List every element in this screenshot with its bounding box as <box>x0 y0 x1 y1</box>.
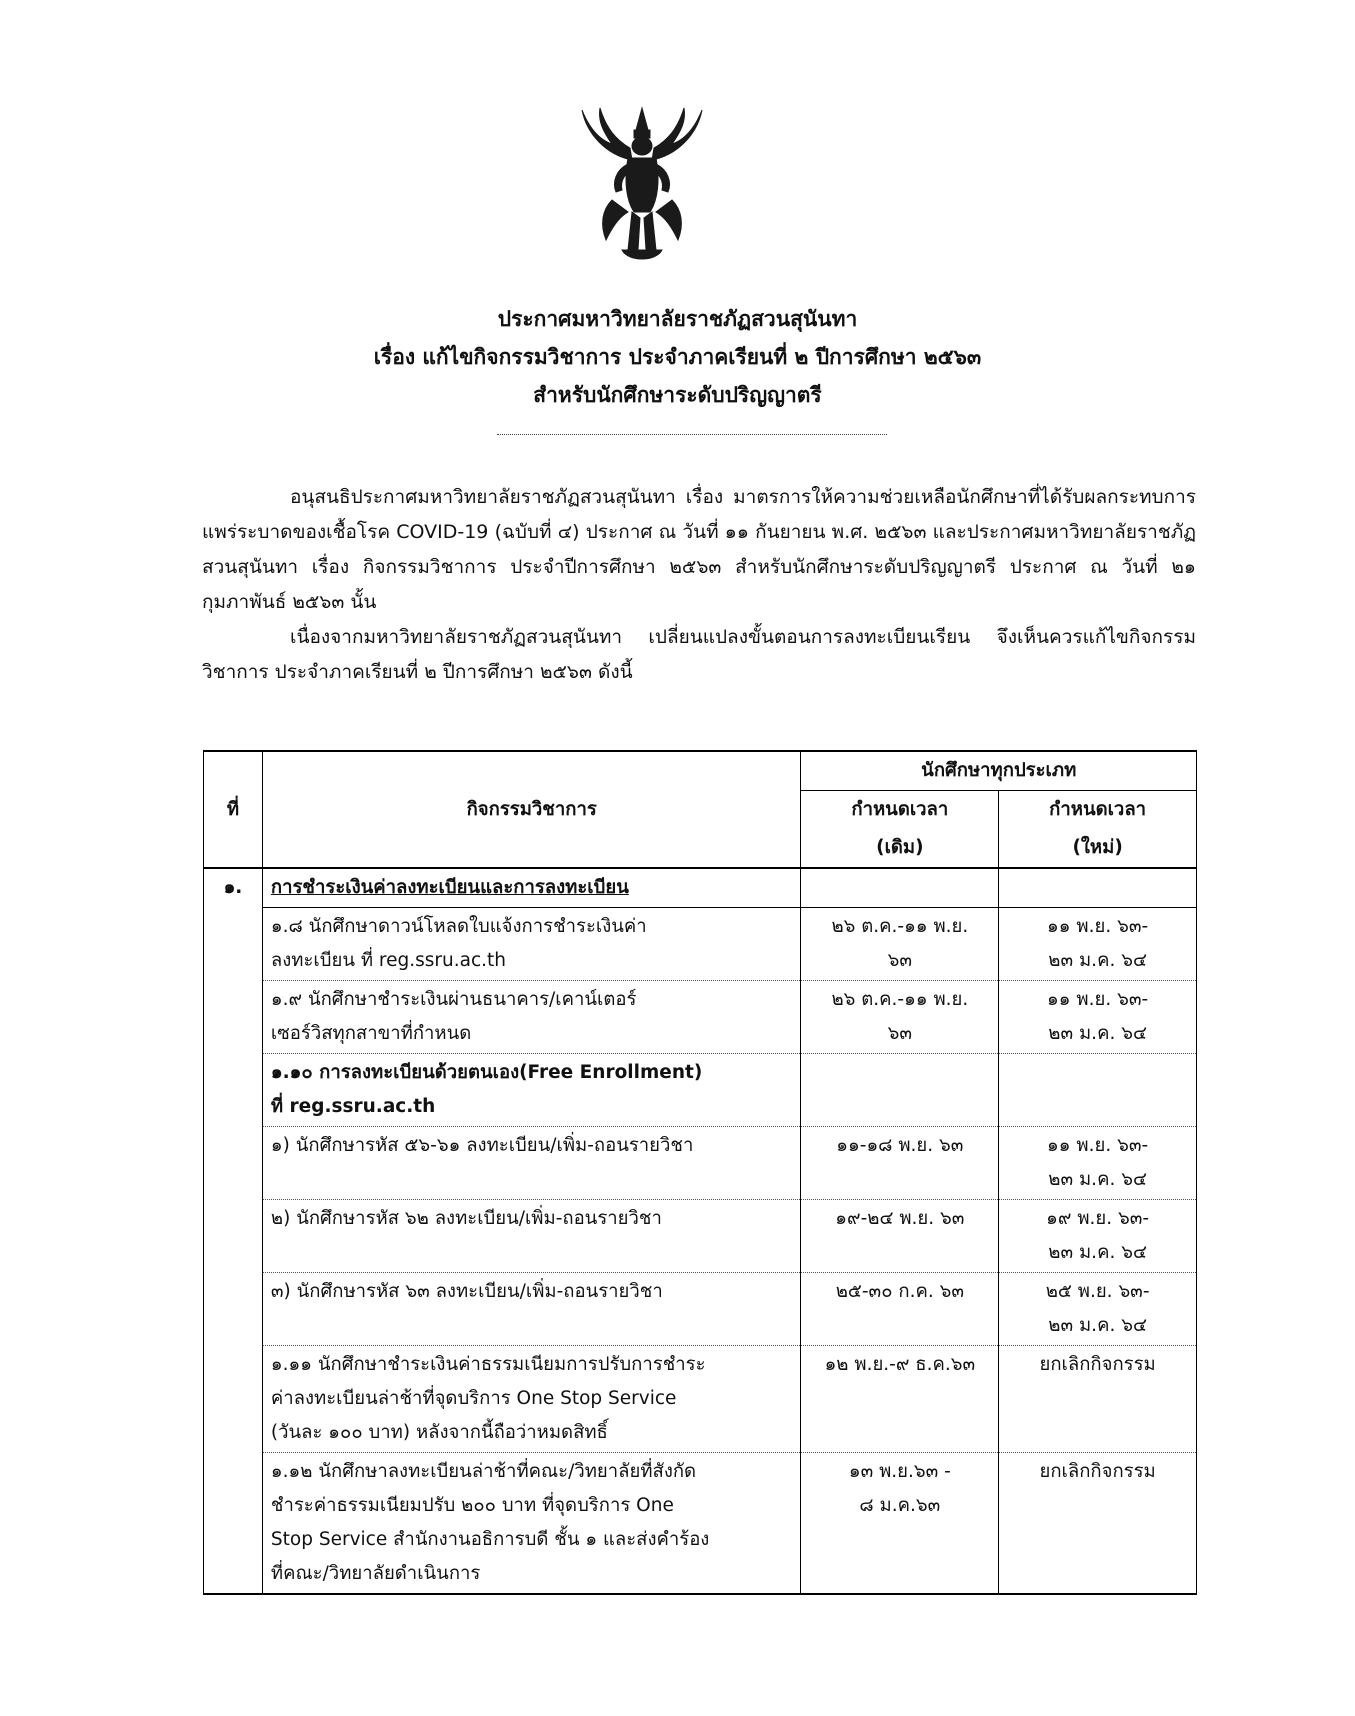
header-activity: กิจกรรมวิชาการ <box>262 751 801 868</box>
activity-text: ๒) นักศึกษารหัส ๖๒ ลงทะเบียน/เพิ่ม-ถอนรายวิชา <box>270 1208 662 1229</box>
table-row <box>204 1453 1197 1595</box>
body-paragraph-2: เนื่องจากมหาวิทยาลัยราชภัฏสวนสุนันทา เปลี่ยนแปลงขั้นตอนการลงทะเบียนเรียน จึงเห็นควรแก้ไขกิจกรรมวิชาการ ประจำภาคเรียนที่ ๒ ปีการศึกษา ๒๕๖๓ ดังนี้ <box>202 626 1196 683</box>
activity-text: ชำระค่าธรรมเนียมปรับ ๒๐๐ บาท ที่จุดบริการ One <box>270 1495 674 1516</box>
date-text: ยกเลิกกิจกรรม <box>1039 1461 1156 1482</box>
header-student-group: นักศึกษาทุกประเภท <box>801 751 1197 791</box>
activity-cell <box>262 981 801 1054</box>
activity-cell <box>262 908 801 981</box>
old-date-cell <box>801 1127 999 1200</box>
old-date-cell <box>801 1453 999 1595</box>
activity-text: ที่คณะ/วิทยาลัยดำเนินการ <box>270 1563 481 1584</box>
activity-text: เซอร์วิสทุกสาขาที่กำหนด <box>270 1023 472 1044</box>
title-line-1: ประกาศมหาวิทยาลัยราชภัฏสวนสุนันทา <box>497 307 858 331</box>
date-text: ๒๕ พ.ย. ๖๓- <box>1045 1281 1150 1302</box>
new-date-cell <box>999 1273 1197 1346</box>
table-row <box>204 1346 1197 1453</box>
activity-cell <box>262 1273 801 1346</box>
activity-cell <box>262 1054 801 1127</box>
title-line-2: เรื่อง แก้ไขกิจกรรมวิชาการ ประจำภาคเรียนที่ ๒ ปีการศึกษา ๒๕๖๓ <box>373 345 982 369</box>
new-date-cell <box>999 1346 1197 1453</box>
header-no: ที่ <box>204 751 263 868</box>
date-text: ๒๕-๓๐ ก.ค. ๖๓ <box>835 1281 964 1302</box>
activity-text: (วันละ ๑๐๐ บาท) หลังจากนี้ถือว่าหมดสิทธิ์ <box>270 1422 608 1443</box>
date-text: ๑๓ พ.ย.๖๓ - <box>848 1461 951 1482</box>
table-row <box>204 1200 1197 1273</box>
activity-text: ๑.๘ นักศึกษาดาวน์โหลดใบแจ้งการชำระเงินค่า <box>270 916 647 937</box>
header-new-line1: กำหนดเวลา <box>999 791 1197 830</box>
new-date-cell <box>999 981 1197 1054</box>
activity-cell <box>262 1127 801 1200</box>
old-date-cell <box>801 981 999 1054</box>
activity-text: ๑.๑๐ การลงทะเบียนด้วยตนเอง(Free Enrollment) <box>270 1062 703 1083</box>
table-row <box>204 1054 1197 1127</box>
header-old-line2: (เดิม) <box>801 829 999 868</box>
header-new-line2: (ใหม่) <box>999 829 1197 868</box>
date-text: ๒๖ ต.ค.-๑๑ พ.ย. <box>831 916 969 937</box>
date-text: ๒๖ ต.ค.-๑๑ พ.ย. <box>831 989 969 1010</box>
table-row <box>204 1273 1197 1346</box>
section-number: ๑. <box>204 868 263 1594</box>
table-row <box>204 868 1197 908</box>
old-date-cell <box>801 1273 999 1346</box>
old-date-cell <box>801 908 999 981</box>
announcement-body <box>202 480 1196 690</box>
activity-cell <box>262 1346 801 1453</box>
date-text: ๑๒ พ.ย.-๙ ธ.ค.๖๓ <box>824 1354 976 1375</box>
garuda-emblem-icon <box>572 100 712 270</box>
date-text: ยกเลิกกิจกรรม <box>1039 1354 1156 1375</box>
date-text: ๑๑ พ.ย. ๖๓- <box>1047 1135 1149 1156</box>
header-old-line1: กำหนดเวลา <box>801 791 999 830</box>
table-row <box>204 981 1197 1054</box>
table-header-row <box>204 751 1197 791</box>
activity-text: ที่ reg.ssru.ac.th <box>270 1096 436 1117</box>
date-text: ๑๙ พ.ย. ๖๓- <box>1046 1208 1150 1229</box>
date-text: ๑๙-๒๔ พ.ย. ๖๓ <box>835 1208 965 1229</box>
date-text: ๒๓ ม.ค. ๖๔ <box>1048 1023 1147 1044</box>
activity-text: Stop Service สำนักงานอธิการบดี ชั้น ๑ และส่งคำร้อง <box>270 1529 710 1550</box>
title-divider <box>497 434 887 435</box>
date-text: ๘ ม.ค.๖๓ <box>859 1495 941 1516</box>
activity-text: ๑.๙ นักศึกษาชำระเงินผ่านธนาคาร/เคาน์เตอร์ <box>270 989 637 1010</box>
cell-empty <box>999 1054 1197 1127</box>
activity-text: ๑.๑๒ นักศึกษาลงทะเบียนล่าช้าที่คณะ/วิทยาลัยที่สังกัด <box>270 1461 697 1482</box>
section-title: การชำระเงินค่าลงทะเบียนและการลงทะเบียน <box>262 868 801 908</box>
date-text: ๖๓ <box>887 1023 913 1044</box>
new-date-cell <box>999 1127 1197 1200</box>
new-date-cell <box>999 1200 1197 1273</box>
body-paragraph-1: อนุสนธิประกาศมหาวิทยาลัยราชภัฏสวนสุนันทา เรื่อง มาตรการให้ความช่วยเหลือนักศึกษาที่ได้รับผลกระทบการแพร่ระบาดของเชื้อโรค COVID-19 (ฉบับที่ ๔) ประกาศ ณ วันที่ ๑๑ กันยายน พ.ศ. ๒๕๖๓ และประกาศมหาวิทยาลัยราชภัฏสวนสุนันทา เรื่อง กิจกรรมวิชาการ ประจำปีการศึกษา ๒๕๖๓ สำหรับนักศึกษาระดับปริญญาตรี ประกาศ ณ วันที่ ๒๑ กุมภาพันธ์ ๒๕๖๓ นั้น <box>202 486 1196 613</box>
cell-empty <box>999 868 1197 908</box>
date-text: ๖๓ <box>887 950 913 971</box>
activities-table <box>203 750 1197 1595</box>
activity-cell <box>262 1453 801 1595</box>
date-text: ๒๓ ม.ค. ๖๔ <box>1048 1242 1147 1263</box>
date-text: ๑๑ พ.ย. ๖๓- <box>1047 989 1149 1010</box>
cell-empty <box>801 1054 999 1127</box>
table-row <box>204 1127 1197 1200</box>
activity-text: ๑.๑๑ นักศึกษาชำระเงินค่าธรรมเนียมการปรับการชำระ <box>270 1354 706 1375</box>
table-row <box>204 908 1197 981</box>
date-text: ๑๑-๑๘ พ.ย. ๖๓ <box>836 1135 964 1156</box>
old-date-cell <box>801 1346 999 1453</box>
date-text: ๒๓ ม.ค. ๖๔ <box>1048 1169 1147 1190</box>
date-text: ๒๓ ม.ค. ๖๔ <box>1048 950 1147 971</box>
activity-text: ๓) นักศึกษารหัส ๖๓ ลงทะเบียน/เพิ่ม-ถอนรายวิชา <box>270 1281 663 1302</box>
title-line-3: สำหรับนักศึกษาระดับปริญญาตรี <box>533 383 822 407</box>
date-text: ๑๑ พ.ย. ๖๓- <box>1047 916 1149 937</box>
activity-text: ค่าลงทะเบียนล่าช้าที่จุดบริการ One Stop Service <box>270 1388 677 1409</box>
new-date-cell <box>999 1453 1197 1595</box>
activity-text: ลงทะเบียน ที่ reg.ssru.ac.th <box>270 950 506 971</box>
activity-text: ๑) นักศึกษารหัส ๕๖-๖๑ ลงทะเบียน/เพิ่ม-ถอนรายวิชา <box>270 1135 694 1156</box>
new-date-cell <box>999 908 1197 981</box>
old-date-cell <box>801 1200 999 1273</box>
cell-empty <box>801 868 999 908</box>
date-text: ๒๓ ม.ค. ๖๔ <box>1048 1315 1147 1336</box>
announcement-titles <box>0 300 1355 414</box>
activity-cell <box>262 1200 801 1273</box>
